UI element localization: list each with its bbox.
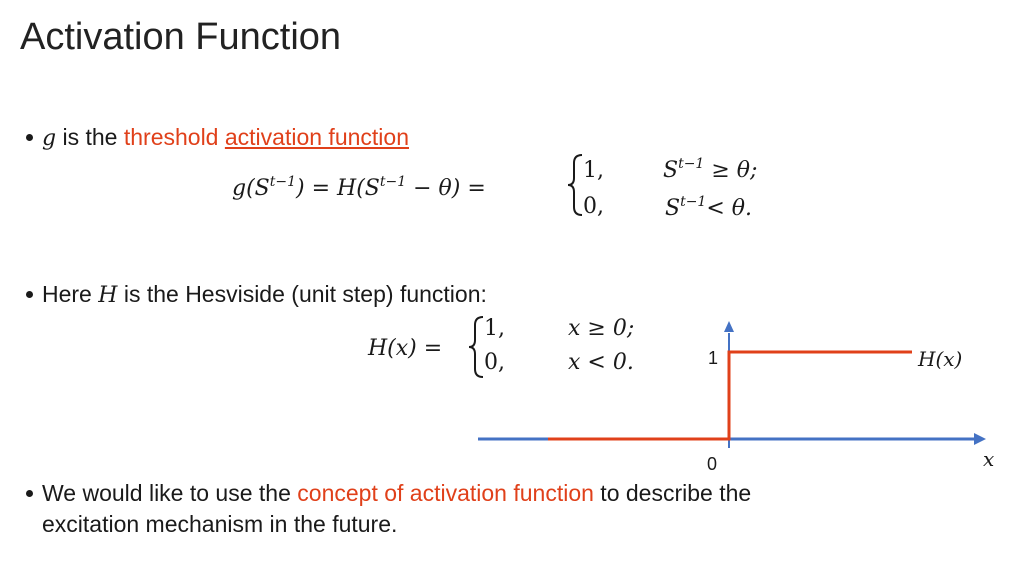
curve-label: H(x) bbox=[918, 347, 963, 371]
eq-h-lhs: H(x) = bbox=[368, 336, 443, 361]
eq-g-lhs-a: g(S bbox=[232, 176, 270, 201]
bullet-3-text-b: to describe the bbox=[593, 480, 752, 506]
eq-g-c1-sup: t−1 bbox=[678, 156, 705, 172]
eq-g-mid-sup: t−1 bbox=[379, 174, 407, 190]
step-curve bbox=[548, 352, 912, 439]
eq-g-case2-val: 0, bbox=[583, 194, 604, 219]
eq-g-c2-base: S bbox=[665, 196, 681, 221]
threshold-term: threshold bbox=[123, 124, 219, 150]
eq-h-case1-val: 1, bbox=[484, 316, 505, 341]
bullet-3 bbox=[42, 478, 751, 508]
bullet-2-text-a: Here bbox=[42, 281, 99, 307]
eq-h-case2-cond: x < 0. bbox=[568, 350, 634, 375]
x-axis-arrow bbox=[974, 433, 986, 445]
x-axis-label: x bbox=[983, 447, 995, 471]
eq-g-rhs: − θ) = bbox=[406, 176, 486, 201]
tick-label-zero: 0 bbox=[707, 454, 718, 474]
bullet-2-text-b: is the Hesviside (unit step) function: bbox=[117, 281, 487, 307]
eq-g-c2-sup: t−1 bbox=[680, 194, 707, 210]
eq-g-case1-val: 1, bbox=[583, 158, 604, 183]
var-h: H bbox=[98, 283, 118, 308]
tick-label-one: 1 bbox=[708, 348, 719, 368]
eq-g-c1-base: S bbox=[663, 158, 679, 183]
var-g: g bbox=[42, 126, 57, 151]
y-axis-arrow bbox=[724, 321, 734, 332]
eq-g-mid: ) = H(S bbox=[296, 176, 380, 201]
bullet-3-line2: excitation mechanism in the future. bbox=[42, 511, 398, 537]
activation-function-link: activation function bbox=[224, 124, 409, 150]
bullet-3-highlight: concept of activation function bbox=[297, 480, 594, 506]
eq-g-lhs-sup: t−1 bbox=[269, 174, 297, 190]
eq-h-case2-val: 0, bbox=[484, 350, 505, 375]
eq-g-c2-rest: < θ. bbox=[706, 196, 753, 221]
bullet-1-text: is the bbox=[56, 124, 124, 150]
eq-h-case1-cond: x ≥ 0; bbox=[568, 316, 635, 341]
bullet-dot-3 bbox=[26, 490, 33, 497]
eq-g-c1-rest: ≥ θ; bbox=[704, 158, 758, 183]
bullet-3-text-a: We would like to use the bbox=[42, 480, 298, 506]
slide-title: Activation Function bbox=[20, 16, 342, 58]
